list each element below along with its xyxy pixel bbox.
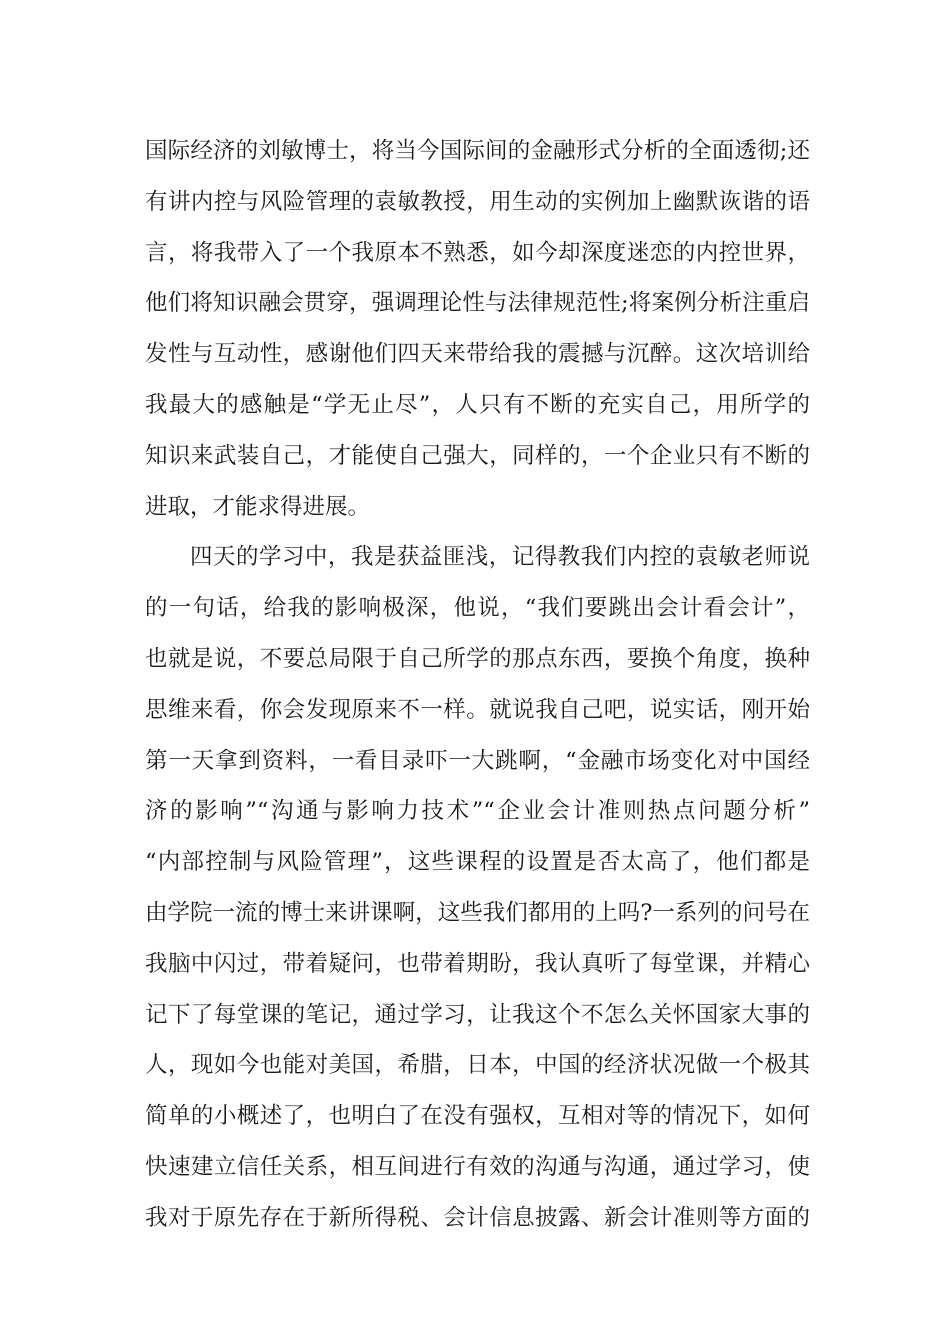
text-line: 第一天拿到资料，一看目录吓一大跳啊，“金融市场变化对中国经 xyxy=(145,747,810,774)
text-line: 也就是说，不要总局限于自己所学的那点东西，要换个角度，换种 xyxy=(145,645,810,672)
text-line: 济的影响”“沟通与影响力技术”“企业会计准则热点问题分析” xyxy=(145,798,810,825)
text-line: 我对于原先存在于新所得税、会计信息披露、新会计准则等方面的 xyxy=(145,1204,810,1231)
text-line: 简单的小概述了，也明白了在没有强权，互相对等的情况下，如何 xyxy=(145,1103,810,1130)
text-line: 快速建立信任关系，相互间进行有效的沟通与沟通，通过学习，使 xyxy=(145,1153,810,1180)
text-line: 记下了每堂课的笔记，通过学习，让我这个不怎么关怀国家大事的 xyxy=(145,1001,810,1028)
text-line: 言，将我带入了一个我原本不熟悉，如今却深度迷恋的内控世界， xyxy=(145,239,810,266)
text-line: 思维来看，你会发现原来不一样。就说我自己吧，说实话，刚开始 xyxy=(145,696,810,723)
document-body xyxy=(145,131,810,1249)
paragraph-2 xyxy=(145,537,810,1248)
text-line: 我脑中闪过，带着疑问，也带着期盼，我认真听了每堂课，并精心 xyxy=(145,950,810,977)
text-line: 人，现如今也能对美国，希腊，日本，中国的经济状况做一个极其 xyxy=(145,1052,810,1079)
paragraph-1 xyxy=(145,131,810,537)
text-line: 四天的学习中，我是获益匪浅，记得教我们内控的袁敏老师说 xyxy=(190,544,810,571)
text-line: 进取，才能求得进展。 xyxy=(145,493,371,520)
text-line: 国际经济的刘敏博士，将当今国际间的金融形式分析的全面透彻;还 xyxy=(145,138,810,164)
text-line: 他们将知识融会贯穿，强调理论性与法律规范性;将案例分析注重启 xyxy=(145,290,810,317)
text-line: 发性与互动性，感谢他们四天来带给我的震撼与沉醉。这次培训给 xyxy=(145,341,810,368)
text-line: “内部控制与风险管理”，这些课程的设置是否太高了，他们都是 xyxy=(145,849,810,876)
text-line: 有讲内控与风险管理的袁敏教授，用生动的实例加上幽默诙谐的语 xyxy=(145,188,810,215)
text-line: 我最大的感触是“学无止尽”，人只有不断的充实自己，用所学的 xyxy=(145,391,810,418)
text-line: 由学院一流的博士来讲课啊，这些我们都用的上吗?一系列的问号在 xyxy=(145,899,810,926)
text-line: 的一句话，给我的影响极深，他说，“我们要跳出会计看会计”， xyxy=(145,595,810,622)
text-line: 知识来武装自己，才能使自己强大，同样的，一个企业只有不断的 xyxy=(145,442,810,469)
